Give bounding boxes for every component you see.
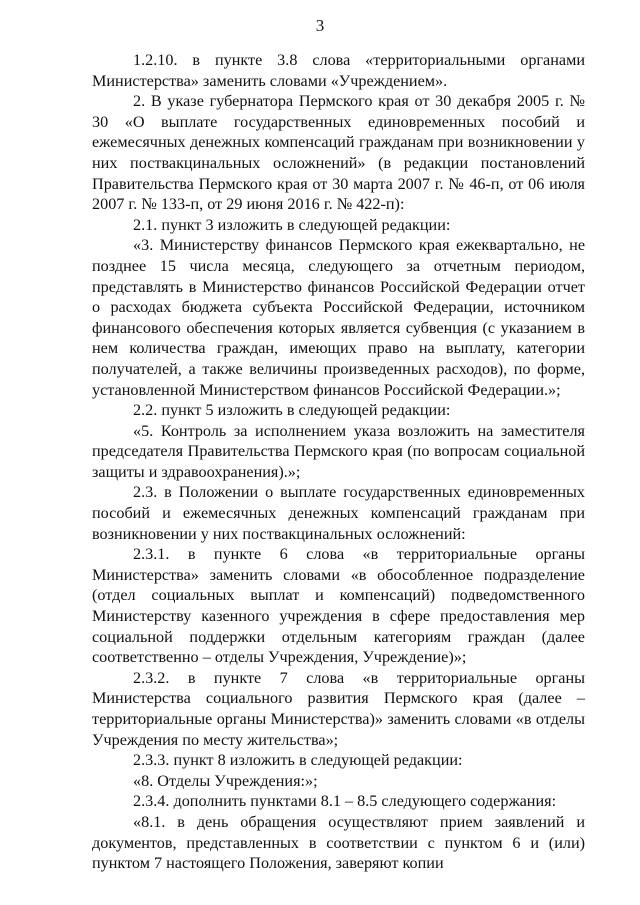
paragraph-2-3: 2.3. в Положении о выплате государственных единовременных пособий и ежемесячных денежных компенсаций гражданам при возникновении у них поствакцинальных осложнений: — [92, 483, 585, 543]
paragraph-2-3-1: 2.3.1. в пункте 6 слова «в территориальные органы Министерства» заменить словами «в обособленное подразделение (отдел социальных выплат и компенсаций) подведомственного Министерству казенного учреждения в сфере предоставления мер социальной поддержки отдельным категориям граждан (далее соответственно – отделы Учреждения, Учреждение)»; — [92, 545, 585, 667]
paragraph-2-2: 2.2. пункт 5 изложить в следующей редакции: — [133, 401, 451, 420]
paragraph-2-3-2: 2.3.2. в пункте 7 слова «в территориальные органы Министерства социального развития Пермского края (далее – территориальные органы Министерства)» заменить словами «в отделы Учреждения по месту жительства»; — [92, 668, 585, 749]
paragraph-2-3-4: 2.3.4. дополнить пунктами 8.1 – 8.5 следующего содержания: — [133, 792, 557, 811]
paragraph-2-1: 2.1. пункт 3 изложить в следующей редакции: — [133, 215, 451, 234]
paragraph-2: 2. В указе губернатора Пермского края от 30 декабря 2005 г. № 30 «О выплате государственных единовременных пособий и ежемесячных денежных компенсаций гражданам при возникновении у них поствакцинальных осложнений» (в редакции постановлений Правительства Пермского края от 30 марта 2007 г. № 46-п, от 06 июля 2007 г. № 133-п, от 29 июня 2016 г. № 422-п): — [92, 92, 585, 214]
paragraph-1-2-10: 1.2.10. в пункте 3.8 слова «территориальными органами Министерства» заменить словами «Учреждением». — [92, 51, 585, 90]
paragraph-2-3-3-quote: «8. Отделы Учреждения:»; — [133, 771, 318, 790]
paragraph-2-2-quote: «5. Контроль за исполнением указа возложить на заместителя председателя Правительства Пермского края (по вопросам социальной защиты и здравоохранения).»; — [92, 421, 585, 481]
paragraph-8-1-quote: «8.1. в день обращения осуществляют прием заявлений и документов, представленных в соответствии с пунктом 6 и (или) пунктом 7 настоящего Положения, заверяют копии — [92, 812, 585, 873]
paragraph-2-3-3: 2.3.3. пункт 8 изложить в следующей редакции: — [133, 751, 463, 770]
page-number: 3 — [315, 16, 325, 35]
document-body — [92, 50, 585, 874]
paragraph-2-1-quote: «3. Министерству финансов Пермского края ежеквартально, не позднее 15 числа месяца, следующего за отчетным периодом, представлять в Министерство финансов Российской Федерации отчет о расходах бюджета субъекта Российской Федерации, источником финансового обеспечения которых является субвенция (с указанием в нем количества граждан, имеющих право на выплату, категории получателей, а также величины произведенных расходов), по форме, установленной Министерством финансов Российской Федерации.»; — [92, 236, 585, 399]
